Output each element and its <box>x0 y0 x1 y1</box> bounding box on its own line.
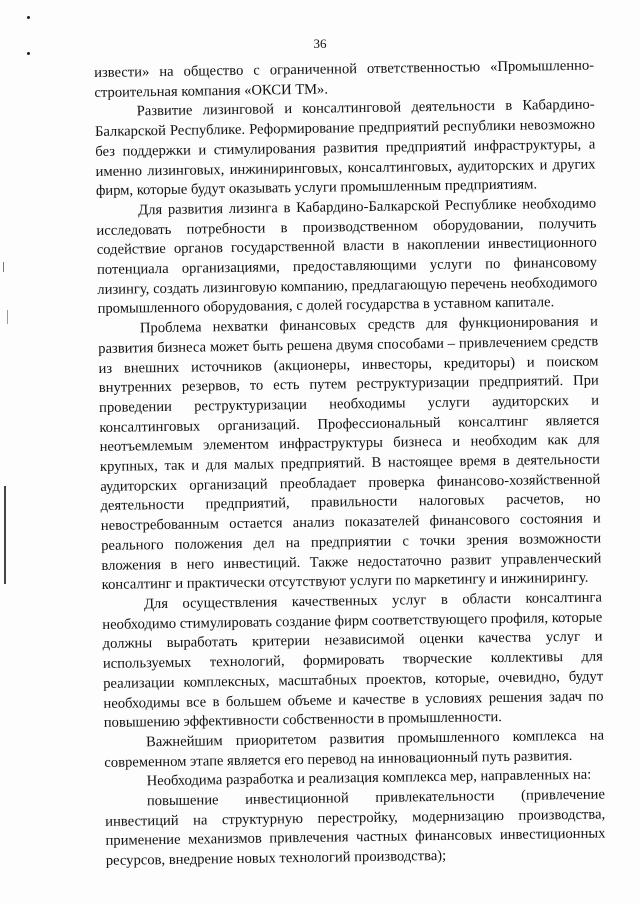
paragraph: Важнейшим приоритетом развития промышленного комплекса на современном этапе является его перевод на инновационный путь развития. <box>104 727 605 771</box>
scan-speck <box>27 16 30 19</box>
scan-edge-mark <box>7 310 8 324</box>
scan-edge-mark <box>4 486 6 584</box>
paragraph: Проблема нехватки финансовых средств для функционирования и развития бизнеса может быть решена двумя способами – привлечением средств из внешних источников (акционеры, инвесторы, кредиторы) и поиском внутренних резервов, то есть путем реструктуризации предприятий. При проведении реструктуризации необходимы услуги аудиторских и консалтинговых организаций. Профессиональный консалтинг является неотъемлемым элементом инфраструктуры бизнеса и необходим как для крупных, так и для малых предприятий. В настоящее время в деятельности аудиторских организаций преобладает проверка финансово-хозяйственной деятельности предприятий, правильности налоговых расчетов, но невостребованным остается анализ показателей финансового состояния и реального положения дел на предприятии с точки зрения возможности вложения в него инвестиций. Также недостаточно развит управленческий консалтинг и практически отсутствуют услуги по маркетингу и инжинирингу. <box>98 313 602 594</box>
list-paragraph: повышение инвестиционной привлекательности (привлечение инвестиций на структурную перестройку, модернизацию производства, применение механизмов привлечения частных финансовых инвестиционных ресурсов, внедрение новых технологий производства); <box>105 786 606 870</box>
page-number: 36 <box>313 36 327 51</box>
scan-speck <box>27 52 30 55</box>
paragraph: Для осуществления качественных услуг в области консалтинга необходимо стимулировать создание фирм соответствующего профиля, которые должны выработать критерии независимой оценки качества услуг и используемых технологий, формировать творческие коллективы для реализации комплексных, масштабных проектов, которые, очевидно, будут необходимы все в большем объеме и качестве в условиях решения задач по повышению эффективности собственности в промышленности. <box>102 589 604 732</box>
paragraph: извести» на общество с ограниченной ответственностью «Промышленно-строительная компания «ОКСИ ТМ». <box>94 57 595 101</box>
paragraph: Развитие лизинговой и консалтинговой деятельности в Кабардино-Балкарской Республике. Реформирование предприятий республики невозможно без поддержки и стимулирования развития предприятий инфраструктуры, а именно лизинговых, инжиниринговых, консалтинговых, аудиторских и других фирм, которые будут оказывать услуги промышленным предприятиям. <box>94 96 596 200</box>
scan-edge-mark <box>3 262 4 272</box>
body-text <box>94 57 606 872</box>
paragraph: Необходима разработка и реализация комплекса мер, направленных на: <box>146 767 592 790</box>
paragraph: Для развития лизинга в Кабардино-Балкарской Республике необходимо исследовать потребности в производственном оборудовании, получить содействие органов государственной власти в накоплении инвестиционного потенциала организациями, предоставляющими услуги по финансовому лизингу, создать лизинговую компанию, предлагающую перечень необходимого промышленного оборудования, с долей государства в уставном капитале. <box>96 195 598 318</box>
